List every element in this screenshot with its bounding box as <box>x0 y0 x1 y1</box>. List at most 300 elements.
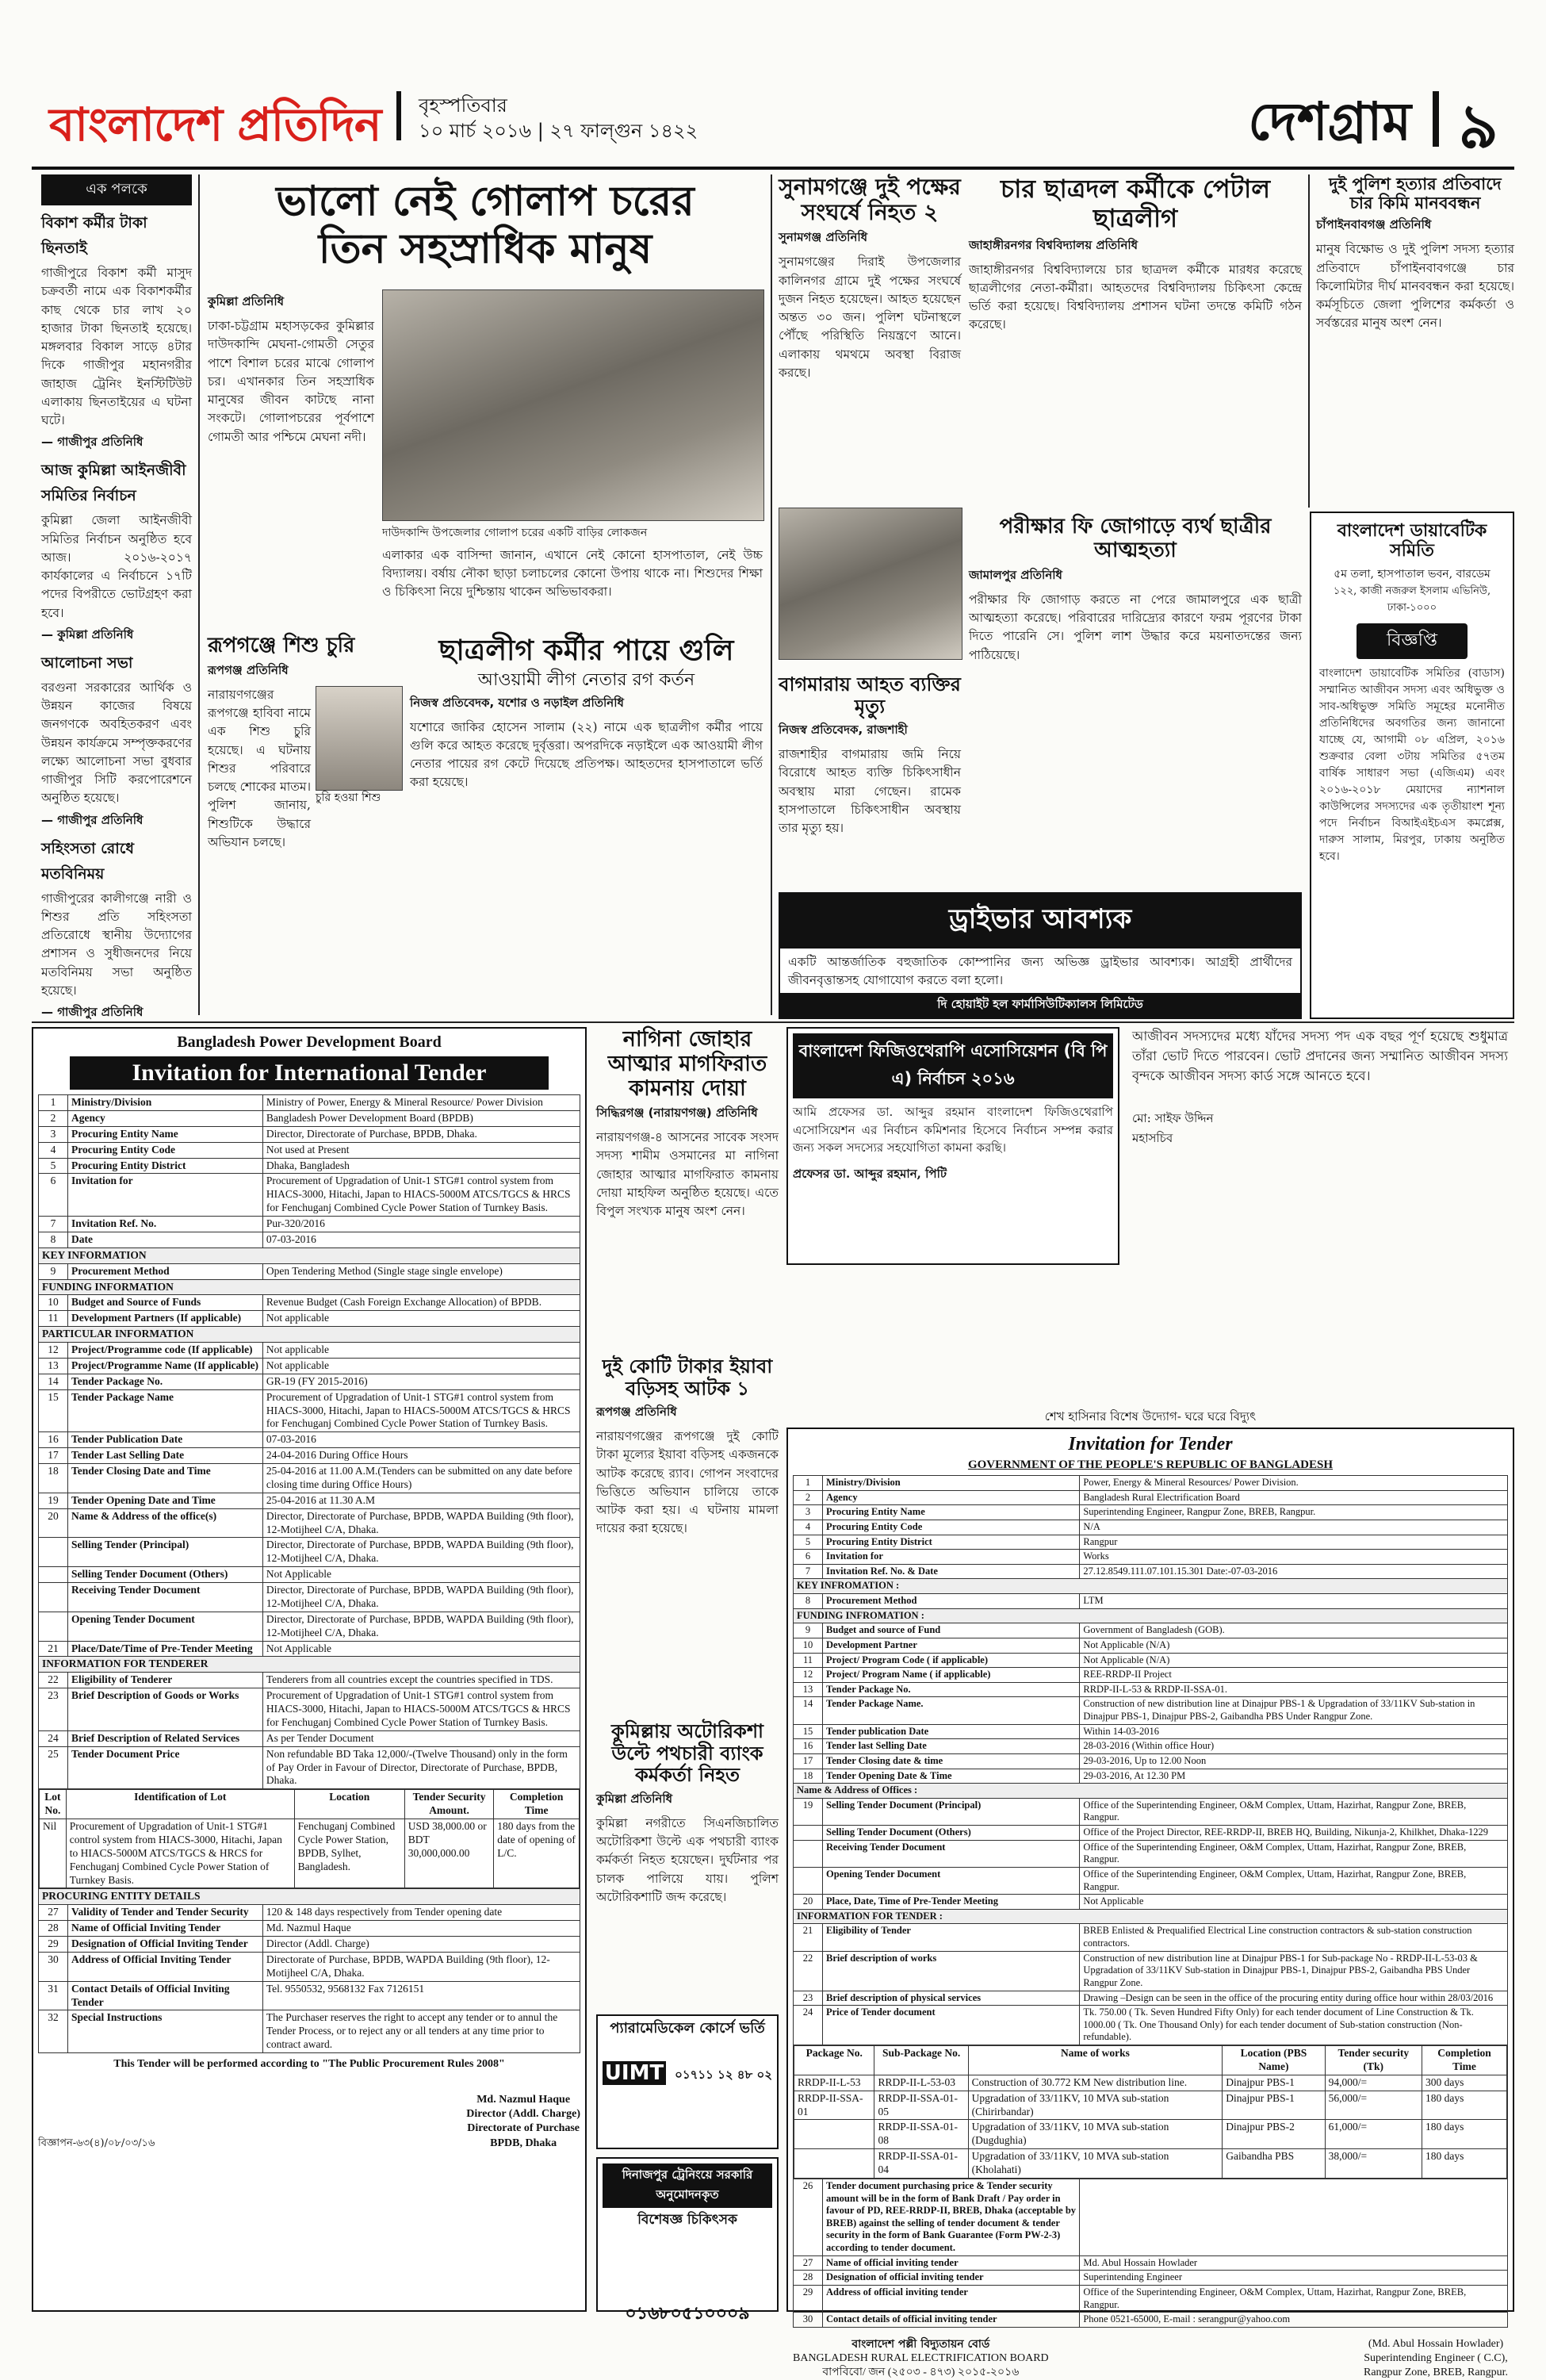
table-cell: Not Applicable (N/A) <box>1080 1638 1508 1653</box>
table-cell: 27.12.8549.111.07.101.15.301 Date:-07-03-2016 <box>1080 1564 1508 1579</box>
table-cell: 10 <box>794 1638 823 1653</box>
table-row <box>39 1538 580 1567</box>
table-cell: 11 <box>39 1311 68 1327</box>
dinajpur-ad <box>596 2157 779 2324</box>
bpdb-ref: বিজ্ঞাপন-৬৩(৪)/০৮/০৩/১৬ <box>38 2137 155 2150</box>
table-row <box>794 1476 1508 1491</box>
table-cell: 07-03-2016 <box>262 1232 580 1247</box>
chhatra-text: যশোরে জাকির হোসেন সালাম (২২) নামে এক ছাত্রলীগ কর্মীর পায়ে গুলি করে আহত করেছে দুর্বৃত্তরা। অপরদিকে নড়াইলে এক আওয়ামী লীগ নেতার পায়ের রগ কেটে দিয়েছে প্রতিপক্ষ। আহতদের হাসপাতালে ভর্তি করা হয়েছে। <box>410 719 763 790</box>
table-row <box>39 1126 580 1142</box>
chhatra-byline: নিজস্ব প্রতিবেদক, যশোর ও নড়াইল প্রতিনিধি <box>410 695 624 710</box>
table-cell: 29-03-2016, Up to 12.00 Noon <box>1080 1753 1508 1769</box>
table-row <box>794 1697 1508 1724</box>
table-cell: Directorate of Purchase, BPDB, WAPDA Building (9th floor), 12-Motijheel C/A, Dhaka. <box>262 1952 580 1981</box>
table-row <box>39 1311 580 1327</box>
table-cell: Not used at Present <box>262 1142 580 1158</box>
bpdb-org: Bangladesh Power Development Board <box>177 1033 442 1051</box>
breb-packages-table <box>794 2045 1507 2179</box>
table-cell: 27 <box>39 1905 68 1921</box>
table-cell: Brief description of works <box>823 1951 1080 1991</box>
table-cell: Designation of official inviting tender <box>823 2271 1080 2286</box>
table-row <box>39 1389 580 1432</box>
table-cell: As per Tender Document <box>262 1730 580 1746</box>
table-cell: Procurement of Upgradation of Unit-1 STG#1 control system from HIACS-3000, Hitachi, Japan to HIACS-5000M ATCS/TGCS & HRCS for Fenchuganj Combined Cycle Power Station of Turnkey Basis. <box>262 1688 580 1731</box>
table-cell: 17 <box>39 1448 68 1464</box>
table-cell: 5 <box>39 1158 68 1174</box>
table-row <box>794 2285 1508 2312</box>
diabetic-notice-continued <box>1126 1027 1514 1404</box>
table-cell: 24-04-2016 During Office Hours <box>262 1448 580 1464</box>
table-cell: Project/ Program Name ( if applicable) <box>823 1668 1080 1683</box>
table-row <box>794 1739 1508 1754</box>
table-cell: 13 <box>39 1358 68 1374</box>
table-row <box>39 2010 580 2053</box>
breb-board-en: BANGLADESH RURAL ELECTRIFICATION BOARD <box>793 2351 1049 2364</box>
table-cell: 7 <box>794 1564 823 1579</box>
table-cell: Brief Description of Related Services <box>68 1730 263 1746</box>
lead-headline <box>208 178 763 282</box>
table-row <box>794 1867 1508 1894</box>
table-cell: 20 <box>39 1508 68 1538</box>
table-cell: 22 <box>794 1951 823 1991</box>
table-cell: USD 38,000.00 or BDT 30,000,000.00 <box>404 1819 493 1888</box>
table-row <box>794 1826 1508 1841</box>
lead-photo-caption: দাউদকান্দি উপজেলার গোলাপ চরের একটি বাড়ির লোকজন <box>382 527 648 539</box>
table-cell: Opening Tender Document <box>68 1612 263 1641</box>
table-row <box>39 1295 580 1311</box>
table-cell: 23 <box>39 1688 68 1731</box>
table-cell: Development Partner <box>823 1638 1080 1653</box>
table-cell: 9 <box>794 1623 823 1638</box>
bpdb-table <box>38 1094 580 2053</box>
table-cell: The Purchaser reserves the right to accept any tender or to annul the Tender Process, or to reject any or all tenders at any time prior to contract award. <box>262 2010 580 2053</box>
brief-text: গাজীপুরে বিকাশ কর্মী মাসুদ চক্রবর্তী নামে এক বিকাশকর্মীর কাছ থেকে চার লাখ ২০ হাজার টাকা ছিনতাই হয়েছে। মঙ্গলবার বিকাল সাড়ে ৪টার দিকে গাজীপুর মহানগরীর জাহাজ ট্রেনিং ইনস্টিটিউট এলাকায় ছিনতাইয়ের এ ঘটনা ঘটে। <box>41 266 192 427</box>
table-cell: Not Applicable <box>1080 1895 1508 1910</box>
table-cell: 6 <box>794 1550 823 1565</box>
table-cell: Tender last Selling Date <box>823 1739 1080 1754</box>
table-cell: Construction of new distribution line at Dinajpur PBS-1 for Sub-package No - RRDP-II-L-53-03 & Upgradation of 33/11KV Sub-station in Dinajpur PBS-1, Dinajpur PBS-2, Gaibandha PBS Under Rangpur Zone. <box>1080 1951 1508 1991</box>
table-cell: Budget and source of Fund <box>823 1623 1080 1638</box>
table-cell: Tenderers from all countries except the countries specified in TDS. <box>262 1673 580 1688</box>
table-cell: PROCURING ENTITY DETAILS <box>39 1889 580 1905</box>
table-row <box>794 1520 1508 1535</box>
table-cell: KEY INFROMATION : <box>794 1579 1508 1594</box>
table-cell: Tender Closing date & time <box>823 1753 1080 1769</box>
table-cell: Gaibandha PBS <box>1223 2149 1325 2179</box>
bpdb-sign-place: BPDB, Dhaka <box>490 2137 557 2149</box>
table-row <box>794 1564 1508 1579</box>
table-cell: Dinajpur PBS-1 <box>1223 2075 1325 2091</box>
table-cell: 19 <box>794 1798 823 1825</box>
table-cell: Location <box>294 1790 404 1819</box>
table-cell <box>39 1567 68 1583</box>
diabetic-address2: ১২২, কাজী নজরুল ইসলাম এভিনিউ, ঢাকা-১০০০ <box>1333 584 1491 614</box>
brief-text: বরগুনা সরকারের আর্থিক ও উন্নয়ন কাজের বিষয়ে জনগণকে অবহিতকরণ এবং উন্নয়ন কার্যক্রমে সম্পৃক্তকরণের লক্ষ্যে আলোচনা সভা বুধবার গাজীপুর সিটি করপোরেশনে অনুষ্ঠিত হয়েছে। <box>41 680 192 806</box>
breb-table <box>793 1475 1508 2328</box>
table-cell: Construction of 30.772 KM New distribution line. <box>968 2075 1223 2091</box>
table-cell: 23 <box>794 1991 823 2006</box>
table-row <box>794 2313 1508 2328</box>
table-cell: 56,000/= <box>1325 2091 1422 2120</box>
table-cell: Invitation for <box>823 1550 1080 1565</box>
table-cell: Tender Package No. <box>823 1682 1080 1697</box>
table-cell: 25 <box>39 1746 68 1789</box>
table-cell: Date <box>68 1232 263 1247</box>
table-cell: Validity of Tender and Tender Security <box>68 1905 263 1921</box>
physio-sign: প্রফেসর ডা. আব্দুর রহমান, পিটি <box>793 1166 947 1181</box>
table-cell <box>39 1789 580 1889</box>
table-cell: Upgradation of 33/11KV, 10 MVA sub-station (Chirirbandar) <box>968 2091 1223 2120</box>
table-row <box>39 1263 580 1279</box>
table-cell: RRDP-II-L-53 <box>794 2075 874 2091</box>
table-row <box>39 1110 580 1126</box>
table-cell: Invitation Ref. No. & Date <box>823 1564 1080 1579</box>
table-row <box>39 1612 580 1641</box>
table-cell: 12 <box>794 1668 823 1683</box>
table-cell: 10 <box>39 1295 68 1311</box>
table-section-row <box>39 1327 580 1343</box>
table-cell: 4 <box>39 1142 68 1158</box>
table-cell: Tender Publication Date <box>68 1432 263 1448</box>
section-title: দেশগ্রাম <box>1248 91 1411 152</box>
table-cell: Tender Last Selling Date <box>68 1448 263 1464</box>
table-cell: Director (Addl. Charge) <box>262 1937 580 1953</box>
brief-text: গাজীপুরের কালীগঞ্জে নারী ও শিশুর প্রতি সহিংসতা প্রতিরোধে স্থানীয় উদ্যোগের প্রশাসন ও সুধীজনদের নিয়ে মতবিনিময় সভা অনুষ্ঠিত হয়েছে। <box>41 891 192 998</box>
table-row <box>39 1448 580 1464</box>
breb-packages <box>794 2045 1508 2179</box>
table-cell: Revenue Budget (Cash Foreign Exchange Allocation) of BPDB. <box>262 1295 580 1311</box>
table-section-row <box>794 1579 1508 1594</box>
nagina-byline: সিদ্ধিরগঞ্জ (নারায়ণগঞ্জ) প্রতিনিধি <box>596 1106 758 1121</box>
table-section-row <box>39 1889 580 1905</box>
table-row <box>794 1769 1508 1784</box>
comilla-byline: কুমিল্লা প্রতিনিধি <box>596 1791 673 1806</box>
table-row <box>39 1464 580 1493</box>
bpdb-footer: This Tender will be performed according to "The Public Procurement Rules 2008" <box>113 2058 505 2070</box>
table-cell: Tender Package Name <box>68 1389 263 1432</box>
table-cell: Procuring Entity Name <box>68 1126 263 1142</box>
child-photo-caption: চুরি হওয়া শিশু <box>316 791 381 804</box>
table-cell: 26 <box>794 2179 823 2255</box>
table-row <box>39 1158 580 1174</box>
chhatra-title: ছাত্রলীগ কর্মীর পায়ে গুলি <box>438 634 734 667</box>
table-cell: Procurement of Upgradation of Unit-1 STG#1 control system from HIACS-3000, Hitachi, Japan to HIACS-5000M ATCS/TGCS & HRCS for Fenchuganj Combined Cycle Power Station of Turnkey Basis. <box>262 1389 580 1432</box>
suicide-byline: জামালপুর প্রতিনিধি <box>969 567 1062 582</box>
table-cell: 29 <box>39 1937 68 1953</box>
driver-ad-title: ড্রাইভার আবশ্যক <box>780 894 1300 949</box>
table-cell: Place/Date/Time of Pre-Tender Meeting <box>68 1641 263 1657</box>
table-row <box>794 1798 1508 1825</box>
column-rule <box>1308 174 1310 508</box>
table-cell: Office of the Project Director, REE-RRDP-II, BREB HQ, Building, Nikunja-2, Khilkhet, Dhaka-1229 <box>1080 1826 1508 1841</box>
brief-byline: — গাজীপুর প্রতিনিধি <box>41 1005 144 1019</box>
table-cell: Tender Security Amount. <box>404 1790 493 1819</box>
page-number: ৯ <box>1458 91 1498 163</box>
table-cell: Not applicable <box>262 1358 580 1374</box>
table-row <box>794 1638 1508 1653</box>
breb-sign-name: (Md. Abul Hossain Howlader) <box>1368 2337 1504 2350</box>
table-cell: Not Applicable (N/A) <box>1080 1653 1508 1668</box>
table-cell: Project/Programme Name (If applicable) <box>68 1358 263 1374</box>
table-cell: 25-04-2016 at 11.00 A.M.(Tenders can be submitted on any date before closing time during Office Hours) <box>262 1464 580 1493</box>
table-cell: Location (PBS Name) <box>1223 2046 1325 2075</box>
table-cell <box>39 1612 68 1641</box>
table-cell: 15 <box>794 1724 823 1739</box>
lead-text-continued: এলাকার এক বাসিন্দা জানান, এখানে নেই কোনো হাসপাতাল, নেই উচ্চ বিদ্যালয়। বর্ষায় নৌকা ছাড়া চলাচলের কোনো উপায় থাকে না। শিশুদের শিক্ষা ও চিকিৎসা নিয়ে দুশ্চিন্তায় থাকেন অভিভাবকরা। <box>382 547 763 600</box>
table-section-row <box>794 1608 1508 1623</box>
petrol-text: জাহাঙ্গীরনগর বিশ্ববিদ্যালয়ে চার ছাত্রদল কর্মীকে মারধর করেছে ছাত্রলীগের নেতা-কর্মীরা। আহতদের বিশ্ববিদ্যালয় চিকিৎসা কেন্দ্রে ভর্তি করা হয়েছে। বিশ্ববিদ্যালয় প্রশাসন ঘটনা তদন্তে কমিটি গঠন করেছে। <box>969 262 1302 332</box>
table-cell: Brief Description of Goods or Works <box>68 1688 263 1731</box>
table-cell: Lot No. <box>40 1790 67 1819</box>
table-cell: Md. Nazmul Haque <box>262 1921 580 1937</box>
lead-photo-block <box>382 289 763 627</box>
dinajpur-subtitle: বিশেষজ্ঞ চিকিৎসক <box>637 2212 737 2228</box>
table-row <box>39 1688 580 1731</box>
bagmara-text: রাজশাহীর বাগমারায় জমি নিয়ে বিরোধে আহত ব্যক্তি চিকিৎসাধীন অবস্থায় মারা গেছেন। রামেক হাসপাতালে চিকিৎসাধীন অবস্থায় তার মৃত্যু হয়। <box>779 747 961 836</box>
table-cell: RRDP-II-SSA-01-08 <box>874 2120 968 2149</box>
table-cell: Non refundable BD Taka 12,000/-(Twelve Thousand) only in the form of Pay Order in Favour of Director, Directorate of Purchase, BPDB, Dhaka. <box>262 1746 580 1789</box>
table-row <box>794 1895 1508 1910</box>
table-cell: 24 <box>794 2006 823 2045</box>
table-cell: INFORMATION FOR TENDER : <box>794 1909 1508 1924</box>
table-cell: Ministry/Division <box>823 1476 1080 1491</box>
child-story <box>208 634 402 1015</box>
table-cell: Not applicable <box>262 1311 580 1327</box>
table-cell: Sub-Package No. <box>874 2046 968 2075</box>
brief-title: আলোচনা সভা <box>41 653 133 672</box>
table-cell: Upgradation of 33/11KV, 10 MVA sub-station (Kholahati) <box>968 2149 1223 2179</box>
table-row <box>794 2075 1507 2091</box>
table-row <box>794 1924 1508 1951</box>
table-cell: Selling Tender Document (Others) <box>823 1826 1080 1841</box>
bagmara-byline: নিজস্ব প্রতিবেদক, রাজশাহী <box>779 722 908 738</box>
table-cell: BREB Enlisted & Prequalified Electrical Line construction contractors & sub-station construction contractors. <box>1080 1924 1508 1951</box>
table-cell: Project/ Program Code ( if applicable) <box>823 1653 1080 1668</box>
table-cell: 8 <box>794 1594 823 1609</box>
table-cell: RRDP-II-SSA-01-04 <box>874 2149 968 2179</box>
table-cell: 5 <box>794 1535 823 1550</box>
table-cell: N/A <box>1080 1520 1508 1535</box>
table-row <box>39 1174 580 1217</box>
table-cell: Nil <box>40 1819 67 1888</box>
table-cell: 120 & 148 days respectively from Tender opening date <box>262 1905 580 1921</box>
table-cell: 180 days <box>1422 2091 1506 2120</box>
table-cell: Name & Address of Offices : <box>794 1784 1508 1799</box>
table-cell: Director, Directorate of Purchase, BPDB, WAPDA Building (9th floor), 12-Motijheel C/A, Dhaka. <box>262 1612 580 1641</box>
table-section-row <box>39 1657 580 1673</box>
table-cell: Tender security (Tk) <box>1325 2046 1422 2075</box>
table-cell <box>39 1583 68 1612</box>
table-cell: Procurement of Upgradation of Unit-1 STG#1 control system from HIACS-3000, Hitachi, Japan to HIACS-5000M ATCS/TGCS & HRCS for Fenchuganj Combined Cycle Power Station of Turnkey Basis. <box>66 1819 294 1888</box>
child-text: নারায়ণগঞ্জের রূপগঞ্জে হাবিবা নামে এক শিশু চুরি হয়েছে। এ ঘটনায় শিশুর পরিবারে চলছে শোকের মাতম। পুলিশ জানায়, শিশুটিকে উদ্ধারে অভিযান চলছে। <box>208 687 311 849</box>
table-section-row <box>794 1909 1508 1924</box>
table-cell: Construction of new distribution line at Dinajpur PBS-1 & Upgradation of 33/11KV Sub-station in Dinajpur PBS-1, Dinajpur PBS-2, Gaibandha PBS Under Rangpur Zone. <box>1080 1697 1508 1724</box>
yaba-text: নারায়ণগঞ্জের রূপগঞ্জে দুই কোটি টাকা মূল্যের ইয়াবা বড়িসহ একজনকে আটক করেছে র‌্যাব। গোপন সংবাদের ভিত্তিতে অভিযান চালিয়ে তাকে আটক করা হয়। এ ঘটনায় মামলা দায়ের করা হয়েছে। <box>596 1429 779 1536</box>
table-cell: 30 <box>794 2313 823 2328</box>
table-cell: Contact details of official inviting tender <box>823 2313 1080 2328</box>
table-cell: 19 <box>39 1493 68 1508</box>
table-cell: Procurement Method <box>68 1263 263 1279</box>
breb-tender <box>786 1428 1514 2379</box>
column-rule <box>771 174 772 1015</box>
table-cell: Director, Directorate of Purchase, BPDB, WAPDA Building (9th floor), 12-Motijheel C/A, Dhaka. <box>262 1538 580 1567</box>
table-cell: 1 <box>39 1095 68 1111</box>
yaba-story <box>596 1356 779 1713</box>
bpdb-title: Invitation for International Tender <box>70 1056 549 1090</box>
diabetic-text: বাংলাদেশ ডায়াবেটিক সমিতির (বাডাস) সম্মানিত আজীবন সদস্য এবং অধিভুক্ত ও সাব-অধিভুক্ত সমিতি সমূহের মনোনীত প্রতিনিধিদের অবগতির জন্য জানানো যাচ্ছে যে, আগামী ০৮ এপ্রিল, ২০১৬ শুক্রবার বেলা ৩টায় সমিতির ৫৭তম বার্ষিক সাধারণ সভা (এজিএম) এবং ২০১৬-২০১৮ মেয়াদের ন্যাশনাল কাউন্সিলের সদস্যদের এক তৃতীয়াংশ শূন্য পদে নির্বাচন বিআইএইচএস কমপ্লেক্স, দারুস সালাম, মিরপুর, ঢাকায় অনুষ্ঠিত হবে। <box>1319 666 1505 863</box>
bpdb-sign-dept: Directorate of Purchase <box>467 2122 580 2135</box>
table-cell: 180 days from the date of opening of L/C. <box>494 1819 580 1888</box>
lead-title-line2: তিন সহস্রাধিক মানুষ <box>318 224 652 273</box>
diabetic-sign-name: মো: সাইফ উদ্দিন <box>1132 1111 1214 1126</box>
table-cell: 14 <box>39 1374 68 1389</box>
table-cell: 9 <box>39 1263 68 1279</box>
table-cell: 20 <box>794 1895 823 1910</box>
table-cell: GR-19 (FY 2015-2016) <box>262 1374 580 1389</box>
table-row <box>794 2006 1508 2045</box>
table-row <box>39 1921 580 1937</box>
comilla-text: কুমিল্লা নগরীতে সিএনজিচালিত অটোরিকশা উল্টে এক পথচারী ব্যাংক কর্মকর্তা নিহত হয়েছেন। দুর্ঘটনার পর চালক পালিয়ে যায়। পুলিশ অটোরিকশাটি জব্দ করেছে। <box>596 1815 779 1904</box>
breb-slogan: শেখ হাসিনার বিশেষ উদ্যোগ- ঘরে ঘরে বিদ্যুৎ <box>1044 1409 1257 1424</box>
table-cell: Procuring Entity District <box>823 1535 1080 1550</box>
table-cell: 2 <box>39 1110 68 1126</box>
table-cell: 2 <box>794 1490 823 1505</box>
table-cell: Tender Opening Date and Time <box>68 1493 263 1508</box>
table-cell: 7 <box>39 1217 68 1232</box>
table-row <box>39 1641 580 1657</box>
table-row <box>40 1819 580 1888</box>
sunamganj-byline: সুনামগঞ্জ প্রতিনিধি <box>779 230 868 245</box>
brief-title: আজ কুমিল্লা আইনজীবী সমিতির নির্বাচন <box>41 462 186 505</box>
table-cell: Name & Address of the office(s) <box>68 1508 263 1538</box>
table-row <box>794 1991 1508 2006</box>
table-cell: PARTICULAR INFORMATION <box>39 1327 580 1343</box>
table-cell: Tender Opening Date & Time <box>823 1769 1080 1784</box>
table-cell: 300 days <box>1422 2075 1506 2091</box>
table-cell: 32 <box>39 2010 68 2053</box>
table-cell: Invitation Ref. No. <box>68 1217 263 1232</box>
table-row <box>39 1583 580 1612</box>
table-cell: 24 <box>39 1730 68 1746</box>
table-cell: Agency <box>68 1110 263 1126</box>
breb-board-bn: বাংলাদেশ পল্লী বিদ্যুতায়ন বোর্ড <box>851 2337 990 2351</box>
table-cell: Dinajpur PBS-2 <box>1223 2120 1325 2149</box>
table-cell: 22 <box>39 1673 68 1688</box>
table-cell: RRDP-II-SSA-01 <box>794 2091 874 2120</box>
table-row <box>794 1535 1508 1550</box>
table-cell: Ministry/Division <box>68 1095 263 1111</box>
driver-ad-company: দি হোয়াইট হল ফার্মাসিউটিক্যালস লিমিটেড <box>780 993 1300 1018</box>
table-cell: 3 <box>794 1505 823 1520</box>
table-cell: Power, Energy & Mineral Resources/ Power Division. <box>1080 1476 1508 1491</box>
yaba-byline: রূপগঞ্জ প্রতিনিধি <box>596 1405 677 1420</box>
paramedic-org: UIMT <box>603 2061 666 2085</box>
table-row <box>794 1623 1508 1638</box>
table-cell: Dinajpur PBS-1 <box>1223 2091 1325 2120</box>
table-row <box>39 1937 580 1953</box>
table-cell: 31 <box>39 1981 68 2010</box>
table-cell: Office of the Superintending Engineer, O&M Complex, Uttam, Hazirhat, Rangpur Zone, BREB, Rangpur. <box>1080 1798 1508 1825</box>
table-row <box>39 1374 580 1389</box>
bpdb-lot-table <box>39 1789 580 1888</box>
petrol-title: চার ছাত্রদল কর্মীকে পেটাল ছাত্রলীগ <box>1000 174 1271 233</box>
table-cell: Designation of Official Inviting Tender <box>68 1937 263 1953</box>
bpdb-lot <box>39 1789 580 1889</box>
suicide-story <box>969 515 1302 888</box>
table-row <box>794 1594 1508 1609</box>
table-row <box>794 1653 1508 1668</box>
chhatra-subtitle: আওয়ামী লীগ নেতার রগ কর্তন <box>477 670 695 691</box>
table-cell: Within 14-03-2016 <box>1080 1724 1508 1739</box>
table-row <box>794 2271 1508 2286</box>
table-cell: Upgradation of 33/11KV, 10 MVA sub-station (Dugdughia) <box>968 2120 1223 2149</box>
table-cell: Invitation for <box>68 1174 263 1217</box>
table-row <box>39 1432 580 1448</box>
table-row <box>794 1550 1508 1565</box>
table-cell: Government of Bangladesh (GOB). <box>1080 1623 1508 1638</box>
table-cell: Director, Directorate of Purchase, BPDB, Dhaka. <box>262 1126 580 1142</box>
physio-notice <box>786 1027 1119 1265</box>
table-cell: 21 <box>794 1924 823 1951</box>
table-cell: Identification of Lot <box>66 1790 294 1819</box>
table-row <box>39 1095 580 1111</box>
table-row <box>794 1668 1508 1683</box>
child-byline: রূপগঞ্জ প্রতিনিধি <box>208 662 289 677</box>
diabetic-badge: বিজ্ঞপ্তি <box>1357 623 1468 659</box>
diabetic-address1: ৫ম তলা, হাসপাতাল ভবন, বারডেম <box>1334 567 1491 581</box>
masthead <box>32 75 1514 171</box>
sunamganj-photo <box>779 508 962 660</box>
table-row <box>794 2179 1508 2255</box>
child-title: রূপগঞ্জে শিশু চুরি <box>208 634 355 657</box>
masthead-date: ১০ মার্চ ২০১৬ | ২৭ ফাল্গুন ১৪২২ <box>419 120 698 142</box>
table-cell: KEY INFORMATION <box>39 1247 580 1263</box>
table-row <box>794 1951 1508 1991</box>
table-cell: Eligibility of Tenderer <box>68 1673 263 1688</box>
masthead-day: বৃহস্পতিবার <box>419 94 507 117</box>
diabetic-sign-title: মহাসচিব <box>1132 1131 1173 1146</box>
table-cell: Tender Document Price <box>68 1746 263 1789</box>
suicide-text: পরীক্ষার ফি জোগাড় করতে না পেরে জামালপুরে এক ছাত্রী আত্মহত্যা করেছে। পরিবারের দারিদ্র্যের কারণে ফরম পূরণের টাকা দিতে পারেনি সে। পুলিশ লাশ উদ্ধার করে ময়নাতদন্তের জন্য পাঠিয়েছে। <box>969 592 1302 662</box>
table-cell: RRDP-II-L-53-03 <box>874 2075 968 2091</box>
table-cell: 15 <box>39 1389 68 1432</box>
table-cell: Procuring Entity District <box>68 1158 263 1174</box>
table-row <box>39 1217 580 1232</box>
table-cell: FUNDING INFORMATION <box>39 1279 580 1295</box>
paramedic-ad <box>596 2014 779 2149</box>
table-cell: Tender Closing Date and Time <box>68 1464 263 1493</box>
table-cell: Tender publication Date <box>823 1724 1080 1739</box>
driver-ad <box>779 892 1302 1019</box>
table-cell: Tk. 750.00 ( Tk. Seven Hundred Fifty Only) for each tender document of Line Construction & Tk. 1000.00 ( Tk. One Thousand Only) for each tender document of Sub-station construction (Non-refundable). <box>1080 2006 1508 2045</box>
table-cell <box>1080 2179 1508 2255</box>
table-cell: Superintending Engineer, Rangpur Zone, BREB, Rangpur. <box>1080 1505 1508 1520</box>
table-cell: Package No. <box>794 2046 874 2075</box>
table-cell: 07-03-2016 <box>262 1432 580 1448</box>
table-row <box>794 2120 1507 2149</box>
table-cell: Office of the Superintending Engineer, O&M Complex, Uttam, Hazirhat, Rangpur Zone, BREB, Rangpur. <box>1080 1867 1508 1894</box>
table-cell: Rangpur <box>1080 1535 1508 1550</box>
suicide-title: পরীক্ষার ফি জোগাড়ে ব্যর্থ ছাত্রীর আত্মহত্যা <box>999 515 1272 562</box>
table-row <box>39 1567 580 1583</box>
table-row <box>39 1343 580 1359</box>
bpdb-tender <box>32 1027 587 2312</box>
table-cell: Procuring Entity Code <box>68 1142 263 1158</box>
table-cell <box>794 1826 823 1841</box>
chhatra-story <box>410 634 763 1015</box>
table-cell <box>794 2149 874 2179</box>
nagina-story <box>596 1027 779 1348</box>
